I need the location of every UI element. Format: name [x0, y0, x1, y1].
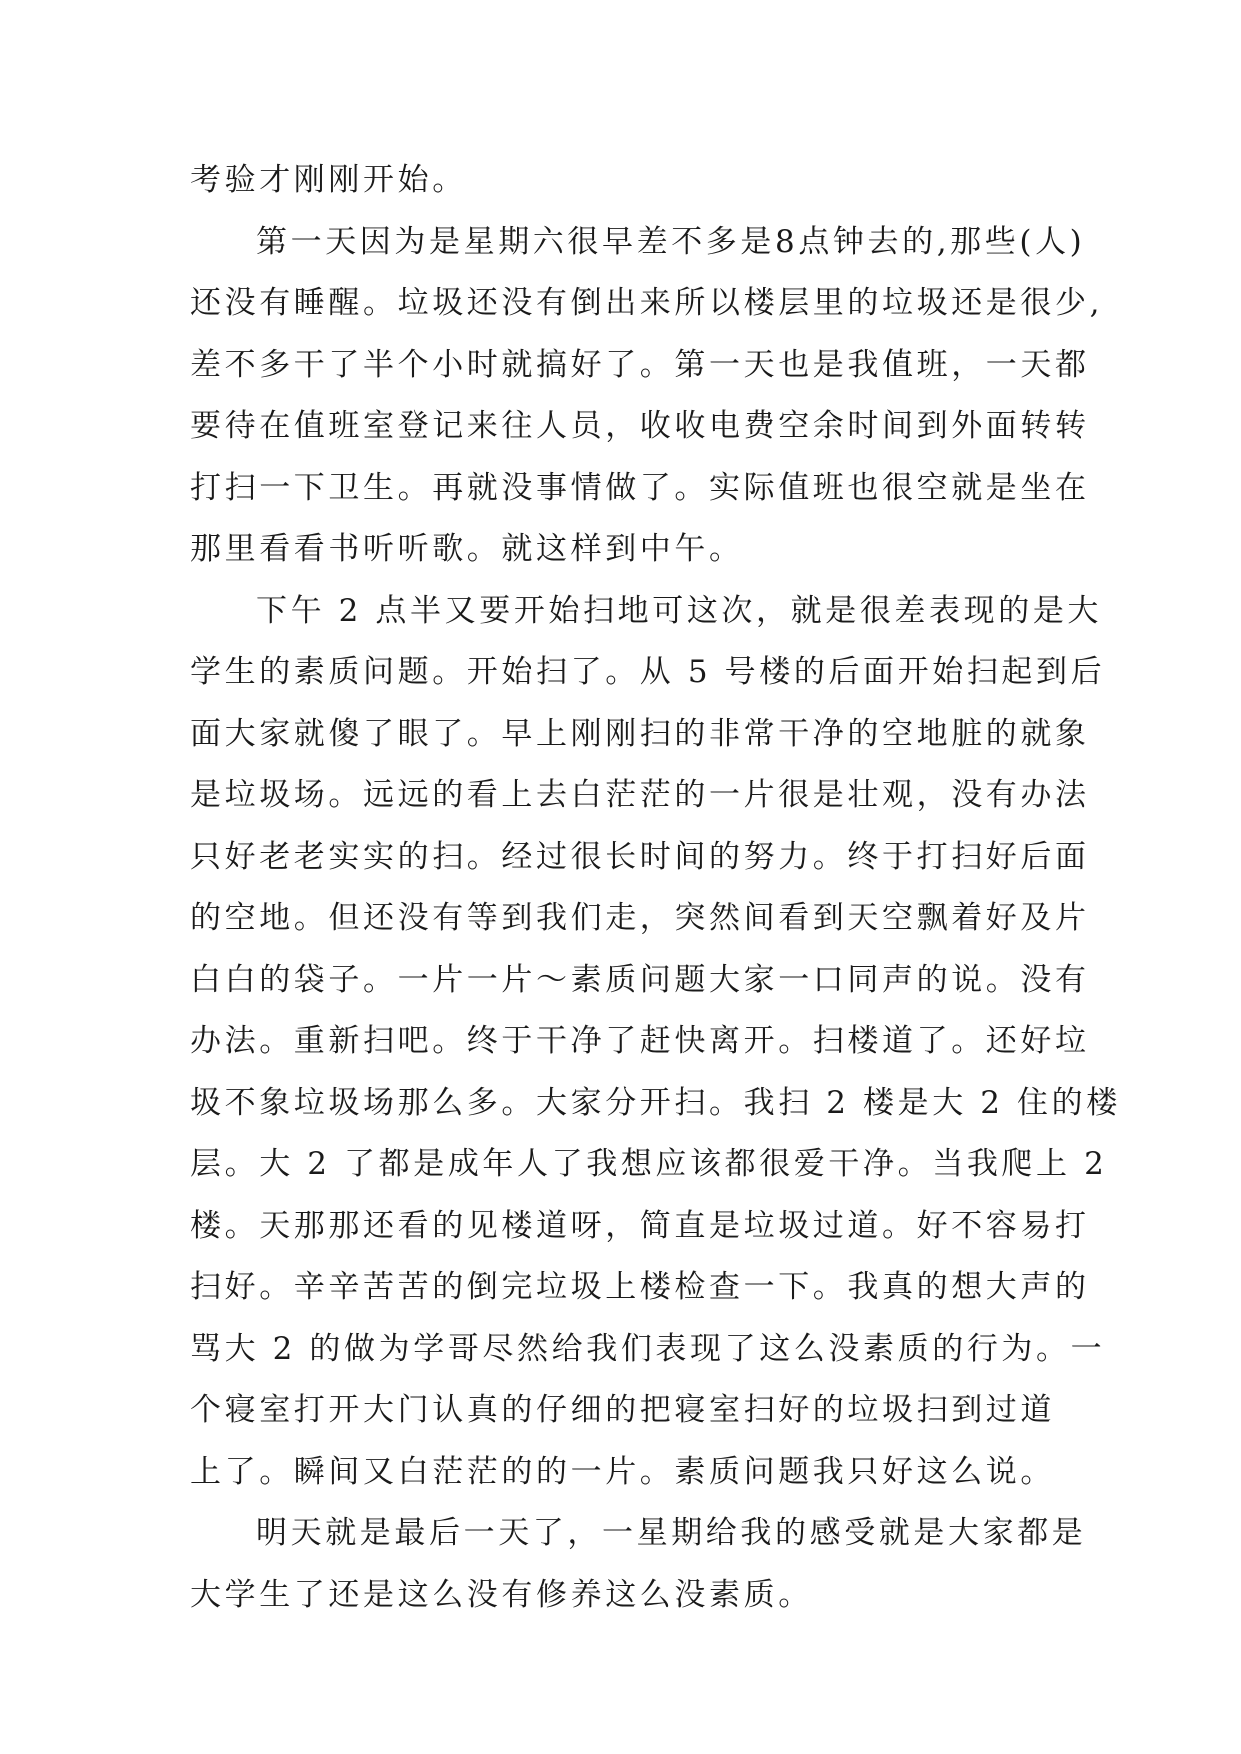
text-line: 差不多干了半个小时就搞好了。第一天也是我值班，一天都 — [190, 346, 1090, 383]
text-line: 打扫一下卫生。再就没事情做了。实际值班也很空就是坐在 — [190, 469, 1090, 506]
text-line: 大学生了还是这么没有修养这么没素质。 — [190, 1576, 813, 1613]
document-body — [190, 150, 1121, 1626]
text-line: 上了。瞬间又白茫茫的的一片。素质问题我只好这么说。 — [190, 1453, 1055, 1490]
text-line: 考验才刚刚开始。 — [190, 162, 467, 198]
paragraph-first-line: 明天就是最后一天了，一星期给我的感受就是大家都是 — [256, 1515, 1087, 1551]
text-line: 的空地。但还没有等到我们走，突然间看到天空飘着好及片 — [190, 900, 1090, 936]
paragraph-first-line: 下午 2 点半又要开始扫地可这次，就是很差表现的是大 — [256, 592, 1103, 629]
text-line: 办法。重新扫吧。终于干净了赶快离开。扫楼道了。还好垃 — [190, 1023, 1090, 1059]
text-line: 层。大 2 了都是成年人了我想应该都很爱干净。当我爬上 2 — [190, 1146, 1108, 1182]
paragraph-first-line: 第一天因为是星期六很早差不多是8点钟去的,那些(人) — [256, 223, 1086, 260]
text-line: 骂大 2 的做为学哥尽然给我们表现了这么没素质的行为。一 — [190, 1330, 1106, 1367]
text-line: 白白的袋子。一片一片～素质问题大家一口同声的说。没有 — [190, 961, 1090, 998]
text-line: 那里看看书听听歌。就这样到中午。 — [190, 531, 744, 567]
text-line: 面大家就傻了眼了。早上刚刚扫的非常干净的空地脏的就象 — [190, 715, 1090, 752]
text-line: 扫好。辛辛苦苦的倒完垃圾上楼检查一下。我真的想大声的 — [190, 1269, 1090, 1305]
text-line: 学生的素质问题。开始扫了。从 5 号楼的后面开始扫起到后 — [190, 654, 1106, 690]
text-line: 只好老老实实的扫。经过很长时间的努力。终于打扫好后面 — [190, 838, 1090, 875]
text-line: 楼。天那那还看的见楼道呀，简直是垃圾过道。好不容易打 — [190, 1207, 1090, 1244]
text-line: 圾不象垃圾场那么多。大家分开扫。我扫 2 楼是大 2 住的楼 — [190, 1084, 1121, 1121]
text-line: 个寝室打开大门认真的仔细的把寝室扫好的垃圾扫到过道 — [190, 1392, 1055, 1428]
text-line: 还没有睡醒。垃圾还没有倒出来所以楼层里的垃圾还是很少, — [190, 285, 1104, 321]
text-line: 是垃圾场。远远的看上去白茫茫的一片很是壮观，没有办法 — [190, 777, 1090, 813]
text-line: 要待在值班室登记来往人员，收收电费空余时间到外面转转 — [190, 408, 1090, 444]
